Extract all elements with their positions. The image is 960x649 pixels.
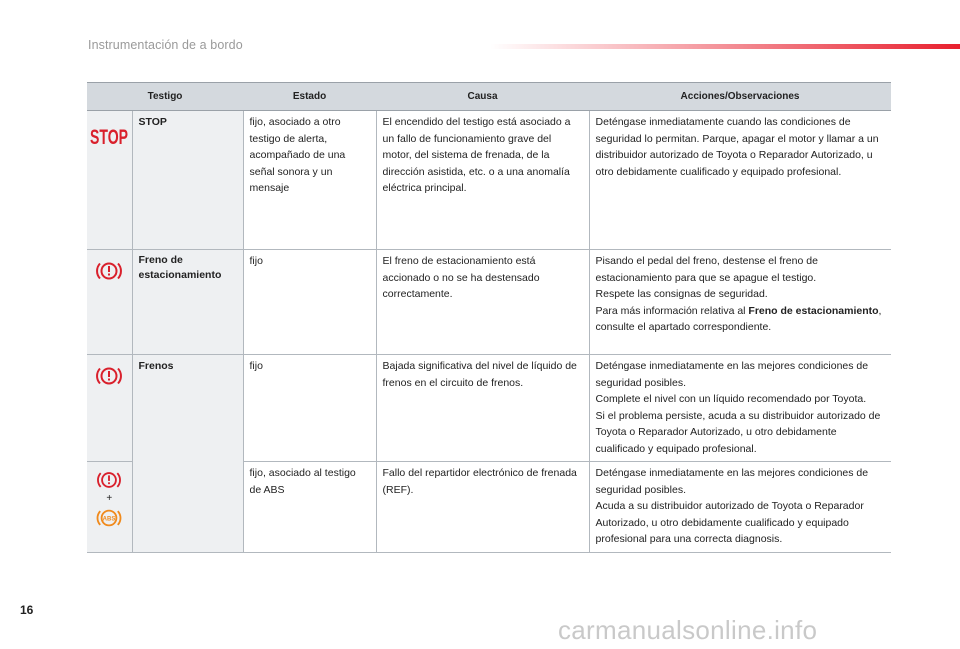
column-header-estado: Estado [243,83,376,111]
icon-cell [87,250,132,355]
abs-icon-label: ABS [102,516,116,523]
estado-cell: fijo [243,355,376,462]
acciones-paragraph: Deténgase inmediatamente en las mejores condiciones de seguridad posibles. [595,467,869,496]
table-row [87,111,891,250]
causa-cell: Bajada significativa del nivel de líquido de frenos en el circuito de frenos. [376,355,589,462]
warning-name: Frenos [132,355,243,553]
acciones-paragraph: Respete las consignas de seguridad. [595,288,768,300]
column-header-causa: Causa [376,83,589,111]
section-title: Instrumentación de a bordo [88,38,243,52]
plus-sign: + [106,493,113,504]
page-number: 16 [20,603,34,617]
watermark: carmanualsonline.info [558,615,818,645]
acciones-cell: Deténgase inmediatamente cuando las condiciones de seguridad lo permitan. Parque, apagar el motor y llamar a un distribuidor autorizado de Toyota o Reparador Autorizado, u otro debidamente cualificado y equipado profesional. [589,111,891,250]
acciones-paragraph: Acuda a su distribuidor autorizado de Toyota o Reparador Autorizado, u otro debidamente cualificado y equipado profesional para una correcta diagnosis. [595,500,864,545]
column-header-acciones: Acciones/Observaciones [589,83,891,111]
icon-cell [87,111,132,250]
warning-lights-table [87,82,891,553]
acciones-cell [589,462,891,553]
column-header-testigo: Testigo [87,83,243,111]
estado-cell: fijo, asociado a otro testigo de alerta, acompañado de una señal sonora y un mensaje [243,111,376,250]
causa-cell: El freno de estacionamiento está accionado o no se ha destensado correctamente. [376,250,589,355]
icon-cell [87,355,132,462]
brake-warning-icon [94,468,124,492]
acciones-cell [589,355,891,462]
abs-warning-icon [94,506,124,530]
acciones-paragraph: Si el problema persiste, acuda a su distribuidor autorizado de Toyota o Reparador Autorizado, u otro debidamente cualificado y equipado profesional. [595,409,881,455]
header-accent-bar [490,44,960,49]
acciones-text: , consulte el apartado correspondiente. [595,304,882,333]
table-row [87,355,891,462]
stop-warning-icon [88,123,130,149]
acciones-paragraph: Pisando el pedal del freno, destense el freno de estacionamiento para que se apague el testigo. [595,255,818,284]
acciones-cell [589,250,891,355]
warning-name: STOP [132,111,243,250]
table-row [87,250,891,355]
acciones-paragraph: Complete el nivel con un líquido recomendado por Toyota. [595,393,867,405]
causa-cell: Fallo del repartidor electrónico de frenada (REF). [376,462,589,553]
estado-cell: fijo [243,250,376,355]
table-header-row [87,83,891,111]
acciones-text: Para más información relativa al [595,304,749,317]
icon-cell [87,462,132,553]
acciones-paragraph [596,303,886,336]
brake-warning-icon [94,363,124,389]
acciones-bold-link: Freno de estacionamiento [748,304,879,317]
icon-group [87,462,132,530]
estado-cell: fijo, asociado al testigo de ABS [243,462,376,553]
acciones-paragraph: Deténgase inmediatamente en las mejores condiciones de seguridad posibles. [595,360,869,389]
causa-cell: El encendido del testigo está asociado a un fallo de funcionamiento grave del motor, del sistema de frenada, de la dirección asistida, etc. o a una anomalía eléctrica principal. [376,111,589,250]
brake-warning-icon [94,258,124,284]
stop-icon-label: STOP [90,126,129,149]
warning-name: Freno de estacionamiento [132,250,243,355]
